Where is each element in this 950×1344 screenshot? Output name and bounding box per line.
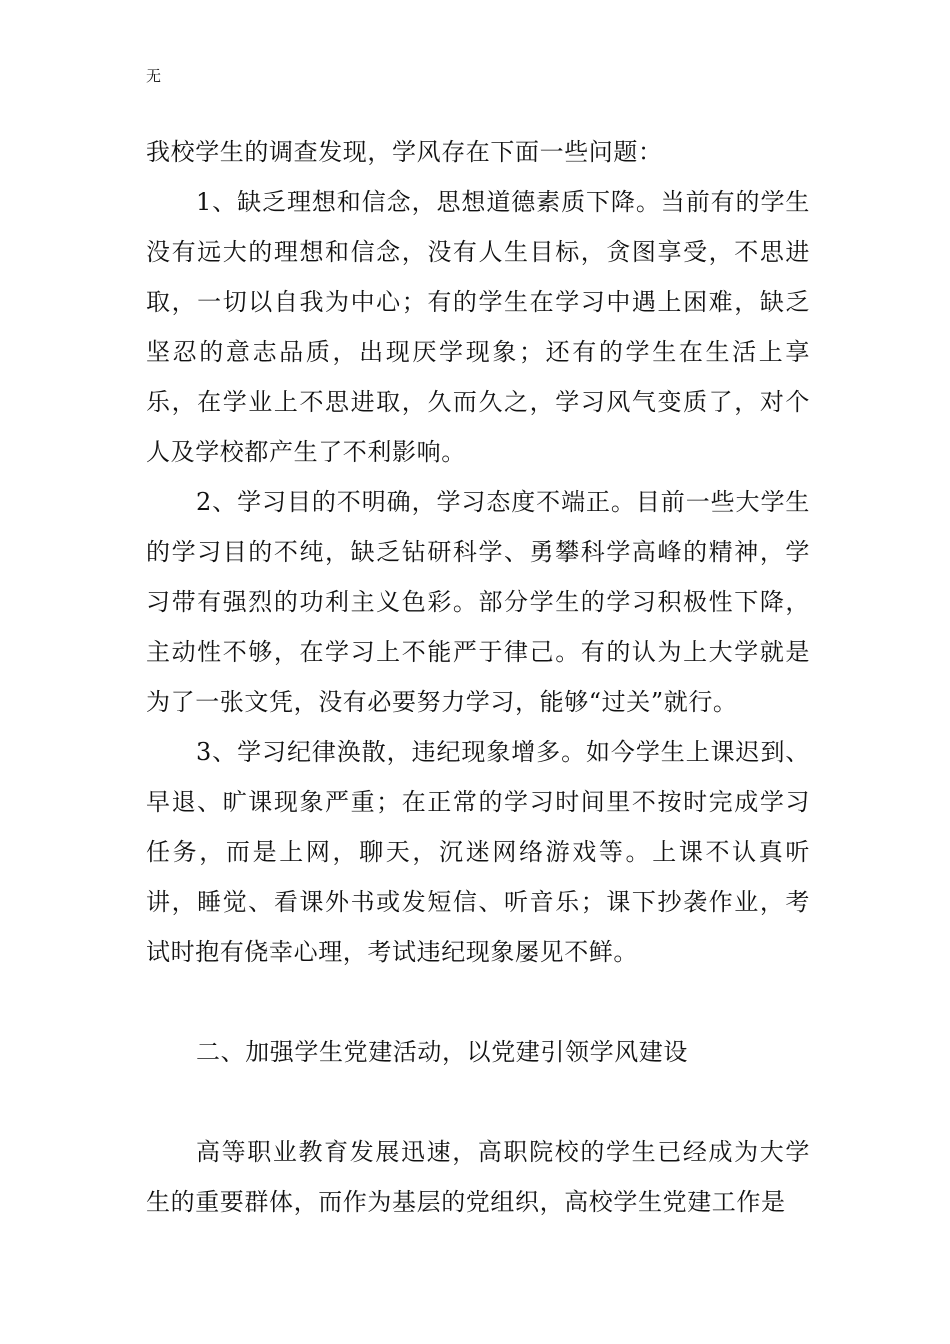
problem-paragraph-1: 1、缺乏理想和信念，思想道德素质下降。当前有的学生没有远大的理想和信念，没有人生目标，贪图享受，不思进取，一切以自我为中心；有的学生在学习中遇上困难，缺乏坚忍的意志品质，出现厌学现象；还有的学生在生活上享乐，在学业上不思进取，久而久之，学习风气变质了，对个人及学校都产生了不利影响。 (146, 188, 810, 466)
problem-paragraph-2: 2、学习目的不明确，学习态度不端正。目前一些大学生的学习目的不纯，缺乏钻研科学、勇攀科学高峰的精神，学习带有强烈的功利主义色彩。部分学生的学习积极性下降，主动性不够，在学习上不能严于律己。有的认为上大学就是为了一张文凭，没有必要努力学习，能够“过关”就行。 (146, 488, 810, 716)
problem-paragraph-3: 3、学习纪律涣散，违纪现象增多。如今学生上课迟到、早退、旷课现象严重；在正常的学习时间里不按时完成学习任务，而是上网，聊天，沉迷网络游戏等。上课不认真听讲，睡觉、看课外书或发短信、听音乐；课下抄袭作业，考试时抱有侥幸心理，考试违纪现象屡见不鲜。 (146, 738, 810, 966)
intro-paragraph: 我校学生的调查发现，学风存在下面一些问题： (146, 138, 663, 166)
section-heading: 二、加强学生党建活动，以党建引领学风建设 (196, 1038, 688, 1066)
page-header: 无 (146, 67, 162, 85)
document-body (146, 127, 810, 1227)
closing-paragraph: 高等职业教育发展迅速，高职院校的学生已经成为大学生的重要群体，而作为基层的党组织，高校学生党建工作是 (146, 1138, 810, 1216)
